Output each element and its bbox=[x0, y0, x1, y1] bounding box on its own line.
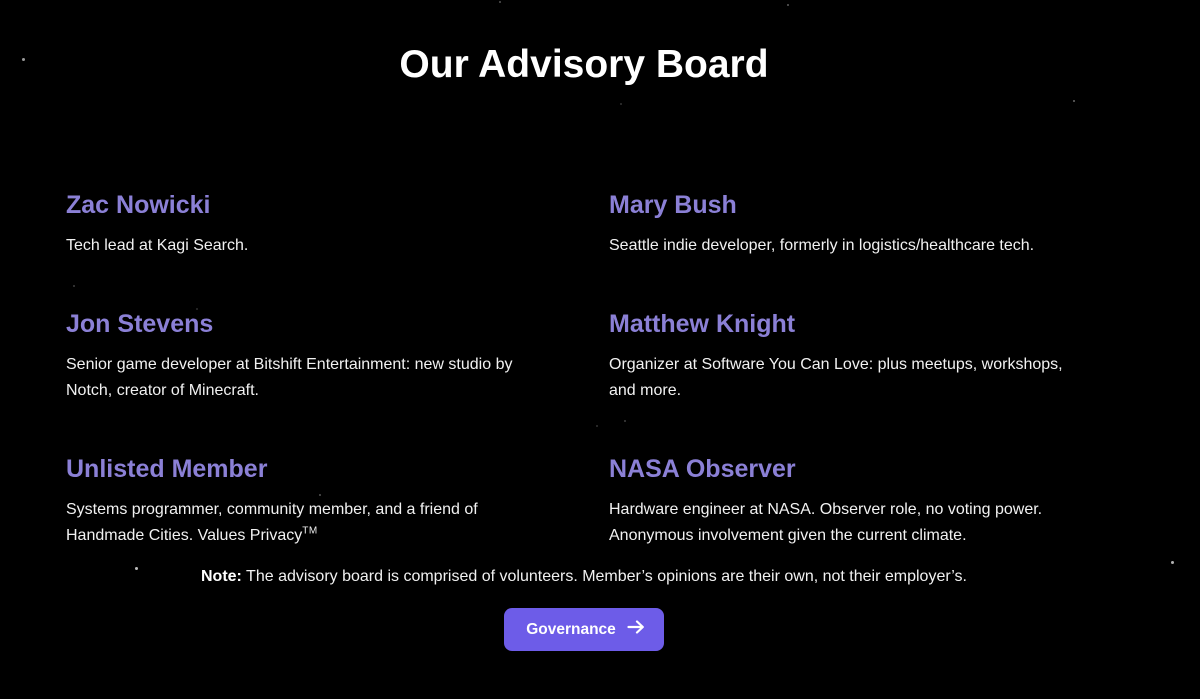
page-title: Our Advisory Board bbox=[399, 43, 769, 86]
member-name: NASA Observer bbox=[609, 454, 796, 483]
member-bio: Seattle indie developer, formerly in logistics/healthcare tech. bbox=[609, 236, 1035, 254]
governance-button-label: Governance bbox=[526, 620, 616, 638]
star bbox=[1171, 561, 1174, 564]
arrow-right-icon bbox=[627, 620, 645, 639]
member-card-matthew-knight bbox=[609, 309, 1102, 404]
member-name: Mary Bush bbox=[609, 190, 737, 219]
member-name: Jon Stevens bbox=[66, 309, 214, 338]
advisory-note bbox=[66, 565, 1102, 589]
governance-button[interactable] bbox=[504, 608, 664, 651]
member-name: Matthew Knight bbox=[609, 309, 796, 338]
members-grid bbox=[66, 190, 1102, 549]
note-label: Note: bbox=[201, 567, 242, 585]
star bbox=[22, 58, 25, 61]
member-bio: Hardware engineer at NASA. Observer role, no voting power. Anonymous involvement given the current climate. bbox=[609, 500, 1043, 544]
member-card-unlisted-member bbox=[66, 454, 559, 549]
member-card-nasa-observer bbox=[609, 454, 1102, 549]
member-card-zac-nowicki bbox=[66, 190, 559, 259]
member-name: Unlisted Member bbox=[66, 454, 268, 483]
member-card-mary-bush bbox=[609, 190, 1102, 259]
member-name: Zac Nowicki bbox=[66, 190, 211, 219]
cta-row bbox=[66, 608, 1102, 651]
trademark-superscript: TM bbox=[302, 525, 318, 537]
member-bio: Senior game developer at Bitshift Entertainment: new studio by Notch, creator of Minecraft. bbox=[66, 355, 513, 399]
member-bio: Organizer at Software You Can Love: plus meetups, workshops, and more. bbox=[609, 355, 1063, 399]
advisory-board-section bbox=[66, 0, 1102, 651]
member-bio: Tech lead at Kagi Search. bbox=[66, 236, 249, 254]
member-bio: Systems programmer, community member, and a friend of Handmade Cities. Values Privacy™ bbox=[66, 500, 478, 544]
member-card-jon-stevens bbox=[66, 309, 559, 404]
note-text: The advisory board is comprised of volunteers. Member’s opinions are their own, not their employer’s. bbox=[241, 567, 967, 585]
